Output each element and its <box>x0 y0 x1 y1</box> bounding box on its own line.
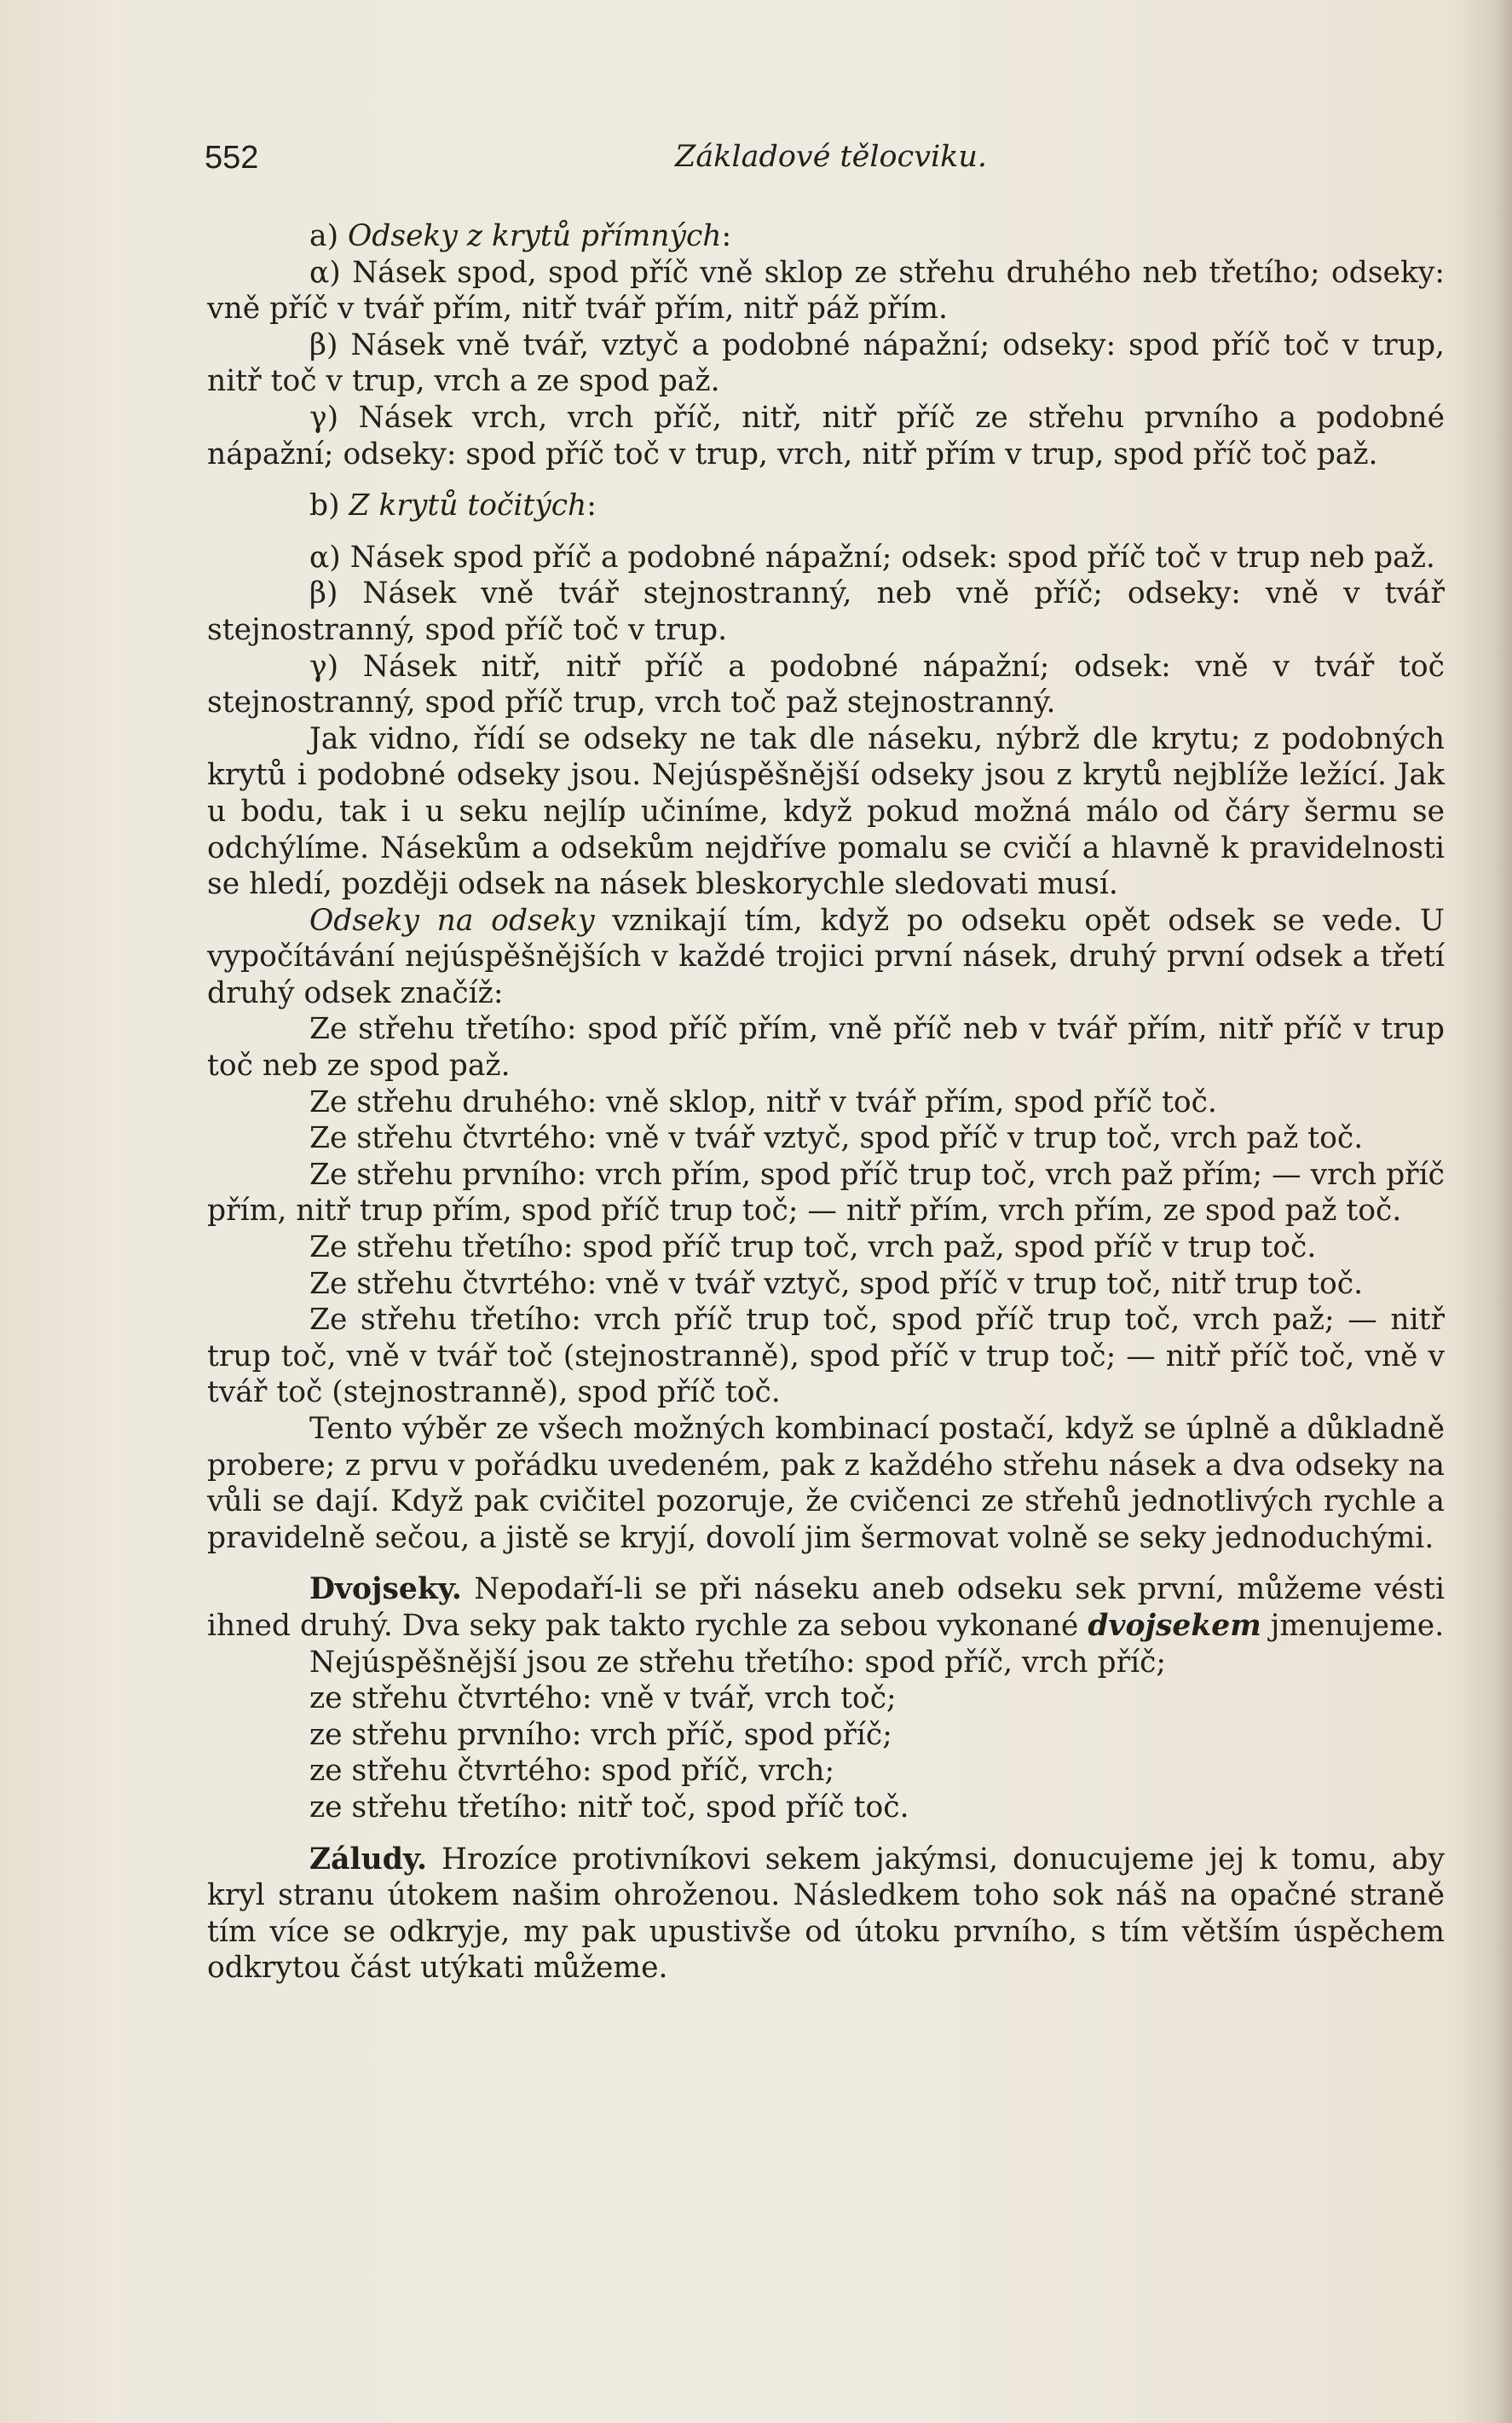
paragraph <box>207 903 1445 1012</box>
paragraph-text: : <box>586 489 597 523</box>
paragraph-text: Ze střehu čtvrtého: vně v tvář vztyč, spod příč v trup toč, vrch paž toč. <box>309 1121 1364 1156</box>
paragraph-lead: b) <box>309 489 349 523</box>
paragraph <box>207 1011 1445 1084</box>
paragraph-text: Ze střehu druhého: vně sklop, nitř v tvář přím, spod příč toč. <box>309 1084 1217 1119</box>
paragraph-text: Ze střehu třetího: vrch příč trup toč, spod příč trup toč, vrch paž; — nitř trup toč, vně v tvář toč (stejnostranně), spod příč v trup toč; — nitř příč toč, vně v tvář toč (stejnostranně), spod příč toč. <box>207 1303 1445 1410</box>
paragraph <box>207 721 1445 903</box>
paragraph <box>207 218 1445 255</box>
paragraph-text: jmenujeme. <box>1261 1608 1445 1643</box>
paragraph-text: β) Násek vně tvář stejnostranný, neb vně příč; odseky: vně v tvář stejnostranný, spod příč toč v trup. <box>207 576 1445 647</box>
paragraph-text: Ze střehu prvního: vrch přím, spod příč trup toč, vrch paž přím; — vrch příč přím, nitř trup přím, spod příč trup toč; — nitř přím, vrch přím, ze spod paž toč. <box>207 1157 1446 1229</box>
paragraph <box>207 575 1445 648</box>
paragraph-text: β) Násek vně tvář, vztyč a podobné nápažní; odseky: spod příč toč v trup, nitř toč v trup, vrch a ze spod paž. <box>207 327 1445 399</box>
paragraph <box>207 1302 1445 1411</box>
paragraph <box>207 1266 1445 1303</box>
paragraph <box>207 1842 1445 1986</box>
paragraph-italic: Odseky z krytů přímných <box>348 219 722 253</box>
paragraph-text: ze střehu čtvrtého: spod příč, vrch; <box>309 1754 835 1789</box>
paragraph-term: dvojsekem <box>1088 1608 1261 1643</box>
paragraph <box>207 327 1445 400</box>
paragraph-text: Tento výběr ze všech možných kombinací postačí, když se úplně a důkladně probere; z prvu v pořádku uvedeném, pak z každého střehu násek a dva odseky na vůli se dají. Když pak cvičitel pozoruje, že cvičenci ze střehů jednotlivých rychle a pravidelně sečou, a jistě se kryjí, dovolí jim šermovat volně se seky jednoduchými. <box>207 1412 1445 1555</box>
page-header <box>205 140 1313 182</box>
paragraph-text: Jak vidno, řídí se odseky ne tak dle náseku, nýbrž dle krytu; z podobných krytů i podobné odseky jsou. Nejúspěšnější odseky jsou z krytů nejblíže ležící. Jak u bodu, tak i u seku nejlíp učiníme, když pokud možná málo od čáry šermu se odchýlíme. Násekům a odsekům nejdříve pomalu se cvičí a hlavně k pravidelnosti se hledí, později odsek na násek bleskorychle sledovati musí. <box>207 721 1445 902</box>
paragraph <box>207 1571 1445 1644</box>
paragraph <box>207 1157 1445 1229</box>
paragraph-text: γ) Násek nitř, nitř příč a podobné nápažní; odsek: vně v tvář toč stejnostranný, spod příč trup, vrch toč paž stejnostranný. <box>207 649 1445 720</box>
paragraph <box>207 649 1445 721</box>
paragraph <box>207 540 1445 576</box>
paragraph <box>207 1680 1445 1717</box>
paragraph-text: ze střehu čtvrtého: vně v tvář, vrch toč; <box>309 1681 897 1716</box>
paragraph <box>207 1753 1445 1790</box>
page-number: 552 <box>205 140 259 176</box>
paragraph-text: ze střehu třetího: nitř toč, spod příč toč. <box>309 1790 909 1824</box>
paragraph <box>207 1790 1445 1826</box>
running-title: Základové tělocviku. <box>675 140 988 174</box>
paragraph-text: α) Násek spod příč a podobné nápažní; odsek: spod příč toč v trup neb paž. <box>309 540 1435 575</box>
paragraph-text: Ze střehu třetího: spod příč přím, vně příč neb v tvář přím, nitř příč v trup toč neb ze spod paž. <box>207 1012 1445 1084</box>
paragraph <box>207 1084 1445 1121</box>
paragraph-heading: Dvojseky. <box>309 1572 462 1607</box>
paragraph-text: Ze střehu třetího: spod příč trup toč, vrch paž, spod příč v trup toč. <box>309 1230 1317 1265</box>
paragraph <box>207 255 1445 327</box>
paragraph-text: : <box>721 219 732 253</box>
paragraph-text: ze střehu prvního: vrch příč, spod příč; <box>309 1717 892 1752</box>
paragraph <box>207 1120 1445 1157</box>
paragraph-text: Hrozíce protivníkovi sekem jakýmsi, donucujeme jej k tomu, aby kryl stranu útokem našim ohroženou. Následkem toho sok náš na opačné straně tím více se odkryje, my pak upustivše od útoku prvního, s tím větším úspěchem odkrytou část utýkati můžeme. <box>207 1842 1445 1986</box>
paragraph <box>207 1411 1445 1556</box>
paragraph <box>207 1645 1445 1681</box>
page-edge <box>1493 0 1512 2423</box>
paragraph-text: Ze střehu čtvrtého: vně v tvář vztyč, spod příč v trup toč, nitř trup toč. <box>309 1266 1364 1301</box>
paragraph-italic: Odseky na odseky <box>309 903 595 938</box>
paragraph <box>207 400 1445 472</box>
paragraph <box>207 1229 1445 1266</box>
paragraph <box>207 1717 1445 1754</box>
paragraph-lead: a) <box>309 219 348 253</box>
paragraph <box>207 488 1445 524</box>
paragraph-text: Nepodaří-li se při náseku aneb odseku sek první, můžeme vésti ihned druhý. Dva seky pak takto rychle za sebou vykonané <box>207 1572 1445 1643</box>
paragraph-heading: Záludy. <box>309 1842 427 1877</box>
paragraph-italic: Z krytů točitých <box>349 489 587 523</box>
body-text <box>207 218 1445 1986</box>
paragraph-text: vznikají tím, když po odseku opět odsek se vede. U vypočítávání nejúspěšnějších v každé trojici první násek, druhý první odsek a třetí druhý odsek značíž: <box>207 903 1446 1010</box>
paragraph-text: γ) Násek vrch, vrch příč, nitř, nitř příč ze střehu prvního a podobné nápažní; odseky: spod příč toč v trup, vrch, nitř přím v trup, spod příč toč paž. <box>207 400 1445 471</box>
paragraph-text: α) Násek spod, spod příč vně sklop ze střehu druhého neb třetího; odseky: vně příč v tvář přím, nitř tvář přím, nitř páž přím. <box>207 255 1445 327</box>
paragraph-text: Nejúspěšnější jsou ze střehu třetího: spod příč, vrch příč; <box>309 1645 1167 1680</box>
